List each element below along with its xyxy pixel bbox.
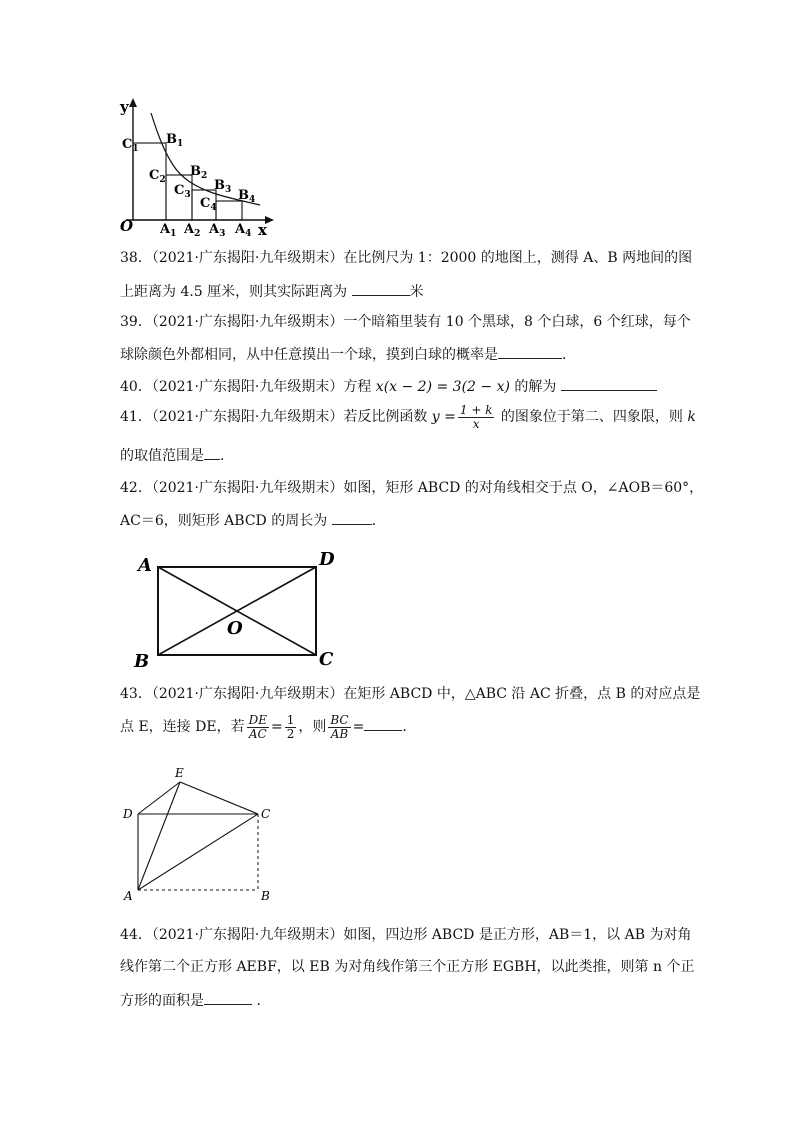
- figure-folded-rectangle: [118, 762, 278, 907]
- question-41-line-1: [120, 402, 696, 432]
- question-39-line-1: 39．（2021·广东揭阳·九年级期末）一个暗箱里装有 10 个黑球，8 个白球，6 个红球，每个: [120, 314, 691, 330]
- q39-answer-blank[interactable]: [498, 344, 562, 359]
- q43-fraction-half: [285, 714, 297, 741]
- q43-text-a: 点 E，连接 DE，若: [120, 719, 245, 735]
- axis-x-label: x: [258, 221, 267, 239]
- q38-answer-blank[interactable]: [352, 281, 410, 296]
- q40-suffix: 的解为: [509, 379, 561, 395]
- question-40: [120, 376, 680, 396]
- q41-suffix: 的图象位于第二、四象限，则: [496, 409, 688, 425]
- c2-label: $C_2$: [149, 168, 166, 185]
- q39-text-b: .: [562, 347, 567, 363]
- vertex-b-label: B: [134, 651, 150, 672]
- q40-equation: x(x − 2) = 3(2 − x): [375, 379, 510, 395]
- question-42-line-2: [120, 510, 680, 530]
- question-44-line-1: 44．（2021·广东揭阳·九年级期末）如图，四边形 ABCD 是正方形，AB＝1，以 AB 为对角: [120, 927, 692, 943]
- q43-frac2-den: 2: [286, 726, 295, 741]
- b4-label: $B_4$: [238, 188, 256, 205]
- vertex-a-label: A: [138, 555, 152, 576]
- b3-label: $B_3$: [214, 178, 232, 195]
- vertex-b-label: B: [261, 889, 270, 903]
- q41-fraction: [458, 404, 495, 431]
- question-42-line-1: 42．（2021·广东揭阳·九年级期末）如图，矩形 ABCD 的对角线相交于点 O，∠AOB＝60°，: [120, 480, 704, 496]
- c4-label: $C_4$: [200, 196, 217, 213]
- figure-rectangle-diagonals: [130, 545, 345, 675]
- vertex-c-label: C: [319, 649, 334, 670]
- q42-text-a: AC＝6，则矩形 ABCD 的周长为: [120, 513, 332, 529]
- q43-frac3-num: BC: [330, 712, 349, 727]
- q42-answer-blank[interactable]: [332, 510, 372, 525]
- question-38-line-2: [120, 281, 680, 301]
- q44-answer-blank[interactable]: [204, 990, 252, 1005]
- q41-answer-blank[interactable]: [204, 445, 220, 460]
- a1-label: $A_1$: [160, 222, 177, 239]
- q43-frac2-num: 1: [286, 712, 295, 727]
- q40-prefix: 40．（2021·广东揭阳·九年级期末）方程: [120, 379, 376, 395]
- segment-ec: [180, 782, 258, 814]
- q43-frac1-num: DE: [248, 712, 267, 727]
- question-43-line-1: 43．（2021·广东揭阳·九年级期末）在矩形 ABCD 中，△ABC 沿 AC 折叠，点 B 的对应点是: [120, 686, 701, 702]
- q43-fraction-de-ac: [247, 714, 269, 741]
- q41-func-lhs: y =: [431, 409, 456, 425]
- vertex-d-label: D: [123, 807, 133, 821]
- q41-frac-num: 1 + k: [459, 402, 493, 417]
- question-44-line-2: 线作第二个正方形 AEBF，以 EB 为对角线作第三个正方形 EGBH，以此类推，则第 n 个正: [120, 959, 695, 975]
- q43-eq1: =: [270, 719, 283, 735]
- q41-frac-den: x: [472, 416, 480, 431]
- q39-text-a: 球除颜色外都相同，从中任意摸出一个球，摸到白球的概率是: [120, 347, 498, 363]
- q44-text-b: .: [252, 993, 261, 1009]
- q43-answer-blank[interactable]: [364, 716, 402, 731]
- rect-4: [216, 201, 242, 220]
- q43-frac3-den: AB: [330, 726, 349, 741]
- q43-mid: ，则: [298, 719, 327, 735]
- q43-text-b: .: [402, 719, 407, 735]
- origin-label: O: [120, 217, 134, 235]
- q43-frac1-den: AC: [248, 726, 267, 741]
- question-39-line-2: [120, 344, 680, 364]
- q42-text-b: .: [371, 513, 377, 529]
- center-o-label: O: [227, 618, 243, 639]
- q41-var-k: k: [687, 409, 696, 425]
- question-41-line-2: [120, 445, 680, 465]
- axis-y-label: y: [120, 98, 129, 116]
- segment-ac: [138, 814, 258, 890]
- b1-label: $B_1$: [166, 132, 184, 149]
- q38-text-b: 米: [409, 284, 424, 300]
- q41-text-a: 的取值范围是: [120, 448, 204, 464]
- vertex-a-label: A: [124, 889, 133, 903]
- vertex-c-label: C: [261, 807, 271, 821]
- q43-fraction-bc-ab: [328, 714, 350, 741]
- q41-prefix: 41．（2021·广东揭阳·九年级期末）若反比例函数: [120, 409, 432, 425]
- q44-text-a: 方形的面积是: [120, 993, 204, 1009]
- a2-label: $A_2$: [184, 222, 201, 239]
- c3-label: $C_3$: [174, 183, 191, 200]
- q43-eq2: =: [352, 719, 365, 735]
- a3-label: $A_3$: [209, 222, 226, 239]
- vertex-d-label: D: [319, 549, 335, 570]
- q38-text-a: 上距离为 4.5 厘米，则其实际距离为: [120, 284, 352, 300]
- question-44-line-3: [120, 990, 680, 1010]
- q41-text-b: .: [220, 448, 225, 464]
- question-43-line-2: [120, 712, 680, 742]
- vertex-e-label: E: [175, 766, 184, 780]
- question-38-line-1: 38．（2021·广东揭阳·九年级期末）在比例尺为 1：2000 的地图上，测得 A、B 两地间的图: [120, 250, 693, 266]
- figure-hyperbola-steps: [118, 95, 278, 240]
- b2-label: $B_2$: [190, 164, 208, 181]
- y-axis-arrow: [129, 98, 137, 107]
- a4-label: $A_4$: [235, 222, 252, 239]
- q40-answer-blank[interactable]: [561, 376, 657, 391]
- c1-label: $C_1$: [122, 137, 139, 154]
